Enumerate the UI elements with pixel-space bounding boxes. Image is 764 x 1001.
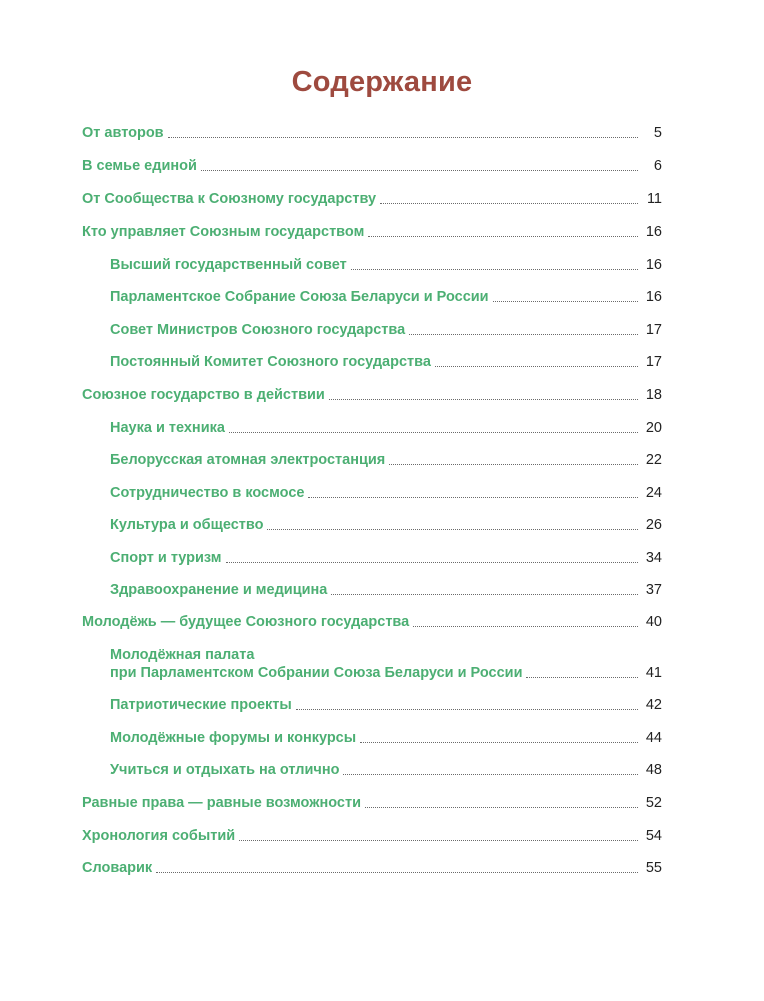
toc-entry-title: От авторов bbox=[82, 125, 164, 141]
toc-entry-title: Спорт и туризм bbox=[110, 550, 222, 566]
toc-entry[interactable] bbox=[82, 349, 662, 371]
toc-entry-title: Кто управляет Союзным государством bbox=[82, 224, 365, 240]
dot-leader bbox=[368, 235, 638, 237]
toc-entry[interactable] bbox=[82, 757, 662, 779]
toc-entry-line bbox=[82, 386, 662, 404]
toc-entry-title-line: Молодёжная палата bbox=[110, 647, 255, 663]
toc-entry-title: Постоянный Комитет Союзного государства bbox=[110, 354, 431, 370]
toc-entry-line bbox=[110, 761, 662, 779]
dot-leader bbox=[343, 773, 638, 775]
toc-entry[interactable] bbox=[82, 480, 662, 502]
toc-entry-line bbox=[110, 484, 662, 502]
toc-entry[interactable] bbox=[82, 447, 662, 469]
toc-entry-title-line: при Парламентском Собрании Союза Беларуси и России bbox=[110, 665, 523, 681]
toc-page-number: 52 bbox=[645, 795, 662, 811]
toc-entry-line bbox=[82, 190, 662, 208]
toc-entry-title: От Сообщества к Союзному государству bbox=[82, 191, 377, 207]
toc-entry[interactable] bbox=[82, 642, 662, 682]
toc-entry-line bbox=[110, 288, 662, 306]
toc-page-number: 16 bbox=[645, 257, 662, 273]
toc-entry[interactable] bbox=[82, 855, 662, 877]
toc-entry-line bbox=[110, 451, 662, 469]
dot-leader bbox=[413, 625, 638, 627]
toc-entry-title: Хронология событий bbox=[82, 828, 236, 844]
dot-leader bbox=[331, 593, 638, 595]
toc-entry-title: Молодёжь — будущее Союзного государства bbox=[82, 614, 410, 630]
toc-entry-line bbox=[82, 157, 662, 175]
toc-entry[interactable] bbox=[82, 153, 662, 175]
toc-page-number: 6 bbox=[653, 158, 662, 174]
toc-page-number: 18 bbox=[645, 387, 662, 403]
toc-page-number: 17 bbox=[645, 354, 662, 370]
toc-entry-title: Наука и техника bbox=[110, 420, 225, 436]
toc-entry-title: Союзное государство в действии bbox=[82, 387, 325, 403]
toc-page-number: 54 bbox=[645, 828, 662, 844]
toc-entry-line bbox=[82, 223, 662, 241]
toc-page-number: 40 bbox=[645, 614, 662, 630]
dot-leader bbox=[493, 300, 638, 302]
toc-entry[interactable] bbox=[82, 725, 662, 747]
toc-entry-line bbox=[82, 859, 662, 877]
toc-page-number: 22 bbox=[645, 452, 662, 468]
toc-page-number: 20 bbox=[645, 420, 662, 436]
toc-entry[interactable] bbox=[82, 284, 662, 306]
dot-leader bbox=[156, 871, 638, 873]
toc-entry[interactable] bbox=[82, 512, 662, 534]
toc-entry[interactable] bbox=[82, 120, 662, 142]
toc-entry-title: Совет Министров Союзного государства bbox=[110, 322, 406, 338]
toc-entry-title bbox=[110, 646, 522, 682]
toc-page-number: 41 bbox=[645, 665, 662, 681]
toc-page-number: 55 bbox=[645, 860, 662, 876]
dot-leader bbox=[389, 463, 638, 465]
dot-leader bbox=[229, 431, 638, 433]
dot-leader bbox=[201, 169, 638, 171]
toc-entry-line bbox=[82, 794, 662, 812]
toc-entry-line bbox=[110, 516, 662, 534]
toc-entry-title: Парламентское Собрание Союза Беларуси и России bbox=[110, 289, 489, 305]
dot-leader bbox=[239, 839, 638, 841]
toc-entry-title: Равные права — равные возможности bbox=[82, 795, 362, 811]
dot-leader bbox=[380, 202, 638, 204]
toc-entry-title: Учиться и отдыхать на отлично bbox=[110, 762, 340, 778]
toc-entry-title: Сотрудничество в космосе bbox=[110, 485, 305, 501]
toc-entry-title: Высший государственный совет bbox=[110, 257, 347, 273]
toc-entry-line bbox=[110, 419, 662, 437]
dot-leader bbox=[526, 676, 638, 678]
toc-page-number: 26 bbox=[645, 517, 662, 533]
toc-entry-line bbox=[110, 696, 662, 714]
toc-entry[interactable] bbox=[82, 692, 662, 714]
toc-entry-line bbox=[82, 124, 662, 142]
toc-entry[interactable] bbox=[82, 252, 662, 274]
page-title: Содержание bbox=[291, 66, 473, 98]
toc-entry[interactable] bbox=[82, 790, 662, 812]
dot-leader bbox=[168, 136, 638, 138]
toc-page-number: 11 bbox=[646, 191, 662, 207]
toc-entry[interactable] bbox=[82, 317, 662, 339]
dot-leader bbox=[351, 268, 638, 270]
toc-entry-line bbox=[82, 613, 662, 631]
toc-page-number: 48 bbox=[645, 762, 662, 778]
toc-entry[interactable] bbox=[82, 545, 662, 567]
toc-entry-line bbox=[110, 729, 662, 747]
toc-page-number: 37 bbox=[645, 582, 662, 598]
toc-entry-line bbox=[110, 581, 662, 599]
toc-entry[interactable] bbox=[82, 415, 662, 437]
toc-entry-title: Белорусская атомная электростанция bbox=[110, 452, 386, 468]
toc-entry-title: Здравоохранение и медицина bbox=[110, 582, 328, 598]
toc-entry[interactable] bbox=[82, 823, 662, 845]
toc-entry[interactable] bbox=[82, 382, 662, 404]
toc-page-number: 5 bbox=[653, 125, 662, 141]
toc-entry[interactable] bbox=[82, 609, 662, 631]
toc-entry[interactable] bbox=[82, 186, 662, 208]
dot-leader bbox=[308, 496, 638, 498]
toc-page-number: 24 bbox=[645, 485, 662, 501]
dot-leader bbox=[267, 528, 638, 530]
toc-entry-title: В семье единой bbox=[82, 158, 197, 174]
toc-entry-title: Словарик bbox=[82, 860, 153, 876]
toc-page-number: 44 bbox=[645, 730, 662, 746]
toc-entry-title: Патриотические проекты bbox=[110, 697, 292, 713]
dot-leader bbox=[365, 806, 638, 808]
toc-entry-line bbox=[110, 256, 662, 274]
toc-page-number: 42 bbox=[645, 697, 662, 713]
toc-entry-line bbox=[110, 353, 662, 371]
toc-entry[interactable] bbox=[82, 577, 662, 599]
dot-leader bbox=[360, 741, 638, 743]
dot-leader bbox=[296, 708, 638, 710]
toc-entry-title: Культура и общество bbox=[110, 517, 264, 533]
toc-entry-line bbox=[110, 321, 662, 339]
toc-page-number: 34 bbox=[645, 550, 662, 566]
toc-entry[interactable] bbox=[82, 219, 662, 241]
toc-entry-title: Молодёжные форумы и конкурсы bbox=[110, 730, 357, 746]
toc-entry-line bbox=[110, 549, 662, 567]
dot-leader bbox=[226, 561, 638, 563]
dot-leader bbox=[409, 333, 638, 335]
toc-entry-line bbox=[110, 646, 662, 682]
toc-page-number: 17 bbox=[645, 322, 662, 338]
dot-leader bbox=[329, 398, 638, 400]
toc-page-number: 16 bbox=[645, 289, 662, 305]
toc-entry-line bbox=[82, 827, 662, 845]
dot-leader bbox=[435, 365, 638, 367]
toc-page-number: 16 bbox=[645, 224, 662, 240]
